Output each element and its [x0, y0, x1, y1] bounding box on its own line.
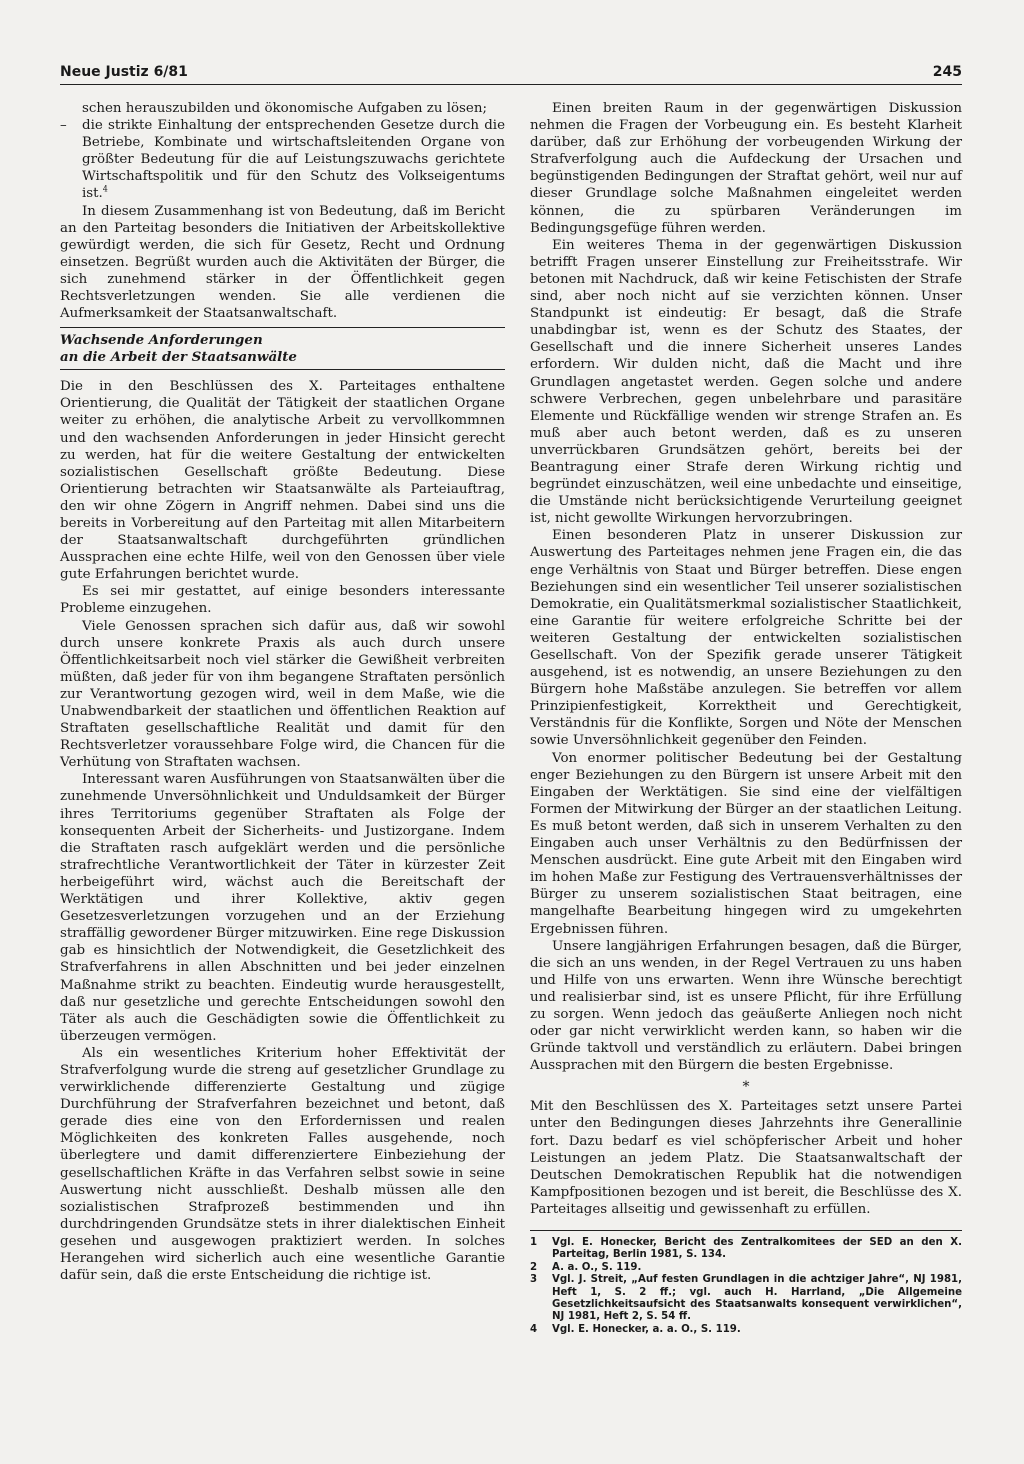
paragraph: Einen besonderen Platz in unserer Diskussion zur Auswertung des Parteitages nehmen jene Fragen ein, die das enge Verhältnis von Staat und Bürger betreffen. Diese engen Beziehungen sind ein wesentlicher Teil unserer sozialistischen Demokratie, ein Qualitätsmerkmal sozialistischer Staatlichkeit, eine Garantie für weitere erfolgreiche Schritte bei der weiteren Gestaltung der entwickelten sozialistischen Gesellschaft. Von der Spezifik gerade unserer Tätigkeit ausgehend, ist es notwendig, an unsere Beziehungen zu den Bürgern hohe Maßstäbe anzulegen. Sie betreffen vor allem Prinzipienfestigkeit, Korrektheit und Gerechtigkeit, Verständnis für die Konflikte, Sorgen und Nöte der Menschen sowie Unversöhnlichkeit gegenüber den Feinden.: [530, 528, 962, 749]
section-heading: [60, 327, 505, 370]
footnote-text: Vgl. E. Honecker, a. a. O., S. 119.: [552, 1323, 741, 1335]
paragraph: Einen breiten Raum in der gegenwärtigen Diskussion nehmen die Fragen der Vorbeugung ein. Es besteht Klarheit darüber, daß zur Erhöhung der vorbeugenden Wirkung der Strafverfolgung auch die Aufdeckung der Ursachen und begünstigenden Bedingungen der Straftat gehört, weil nur auf dieser Grundlage solche Maßnahmen eingeleitet werden können, die zu spürbaren Veränderungen im Bedingungsgefüge führen werden.: [530, 101, 962, 236]
paragraph: Ein weiteres Thema in der gegenwärtigen Diskussion betrifft Fragen unserer Einstellung zur Freiheitsstrafe. Wir betonen mit Nachdruck, daß wir keine Fetischisten der Strafe sind, aber noch nicht auf sie verzichten können. Unser Standpunkt ist eindeutig: Er besagt, daß die Strafe unabdingbar ist, wenn es der Schutz des Staates, der Gesellschaft und die innere Sicherheit unseres Landes erfordern. Wir dulden nicht, daß die Macht und ihre Grundlagen angetastet werden. Gegen solche und andere schwere Verbrechen, gegen unbelehrbare und parasitäre Elemente und Rückfällige wenden wir strenge Strafen an. Es muß aber auch betont werden, daß es zu unseren unverrückbaren Grundsätzen gehört, bereits bei der Beantragung einer Strafe deren Wirkung richtig und begründet einzuschätzen, weil eine unbedachte und einseitige, die Umstände nicht berücksichtigende Verurteilung geeignet ist, nicht gewollte Wirkungen hervorzubringen.: [530, 237, 962, 527]
footnote-number: 4: [530, 1323, 538, 1335]
paragraph: Mit den Beschlüssen des X. Parteitages setzt unsere Partei unter den Bedingungen dieses Jahrzehnts ihre Generallinie fort. Dazu bedarf es viel schöpferischer Arbeit und hoher Leistungen an jedem Platz. Die Staatsanwaltschaft der Deutschen Demokratischen Republik hat die notwendigen Kampfpositionen bezogen und ist bereit, die Beschlüsse des X. Parteitages allseitig und gewissenhaft zu erfüllen.: [530, 1099, 962, 1217]
paragraph: Viele Genossen sprachen sich dafür aus, daß wir sowohl durch unsere konkrete Praxis als auch durch unsere Öffentlichkeitsarbeit noch viel stärker die Gewißheit verbreiten müßten, daß jeder für von ihm begangene Straftaten persönlich zur Verantwortung gezogen wird, weil in dem Maße, wie die Unabwendbarkeit der staatlichen und öffentlichen Reaktion auf Straftaten gesellschaftliche Realität und damit für den Rechtsverletzer voraussehbare Folge wird, die Chancen für die Verhütung von Straftaten wachsen.: [60, 618, 505, 771]
footnote: [530, 1274, 962, 1324]
paragraph: Interessant waren Ausführungen von Staatsanwälten über die zunehmende Unversöhnlichkeit und Unduldsamkeit der Bürger ihres Territoriums gegenüber Straftaten als Folge der konsequenten Arbeit der Sicherheits- und Justizorgane. Indem die Straftaten rasch aufgeklärt werden und die persönliche strafrechtliche Verantwortlichkeit der Täter in kürzester Zeit herbeigeführt wird, wächst auch die Bereitschaft der Werktätigen und ihrer Kollektive, aktiv gegen Gesetzesverletzungen vorzugehen und an der Erziehung straffällig gewordener Bürger mitzuwirken. Eine rege Diskussion gab es hinsichtlich der Notwendigkeit, die Gesetzlichkeit des Strafverfahrens in allen Abschnitten und bei jeder einzelnen Maßnahme strikt zu beachten. Eindeutig wurde herausgestellt, daß nur gesetzliche und gerechte Entscheidungen sowohl den Täter als auch die Geschädigten sowie die Öffentlichkeit zu überzeugen vermögen.: [60, 772, 505, 1044]
footnote-number: 2: [530, 1261, 538, 1273]
running-header: [60, 64, 962, 85]
footnote-rule: [530, 1230, 962, 1231]
dash-marker: –: [60, 118, 67, 134]
paragraph: Als ein wesentliches Kriterium hoher Effektivität der Strafverfolgung wurde die streng auf gesetzlicher Grundlage zu verwirklichende differenzierte Gestaltung und zügige Durchführung der Strafverfahren bezeichnet und betont, daß gerade dies eine von den Erfordernissen und realen Möglichkeiten des konkreten Falles ausgehende, noch überlegtere und damit differenziertere Einbeziehung der gesellschaftlichen Kräfte in das Verfahren selbst sowie in seine Auswertung nicht ausschließt. Deshalb müssen alle den sozialistischen Strafprozeß bestimmenden und ihn durchdringenden Grundsätze stets in ihrer dialektischen Einheit gesehen und ausgewogen praktiziert werden. In solches Herangehen wird sicherlich auch eine wesentliche Garantie dafür sein, daß die erste Entscheidung die richtige ist.: [60, 1045, 505, 1284]
section-heading-line-1: Wachsende Anforderungen: [60, 332, 263, 349]
paragraph: Unsere langjährigen Erfahrungen besagen, daß die Bürger, die sich an uns wenden, in der Regel Vertrauen zu uns haben und Hilfe von uns erwarten. Wenn ihre Wünsche berechtigt und realisierbar sind, ist es unsere Pflicht, für ihre Erfüllung zu sorgen. Wenn jedoch das geäußerte Anliegen noch nicht oder gar nicht verwirklicht werden kann, so haben wir die Gründe taktvoll und verständlich zu erläutern. Dabei bringen Aussprachen mit den Bürgern die besten Ergebnisse.: [530, 938, 962, 1074]
footnote-number: 3: [530, 1274, 538, 1286]
paragraph: schen herauszubilden und ökonomische Aufgaben zu lösen;: [82, 101, 487, 116]
section-heading-line-2: an die Arbeit der Staatsanwälte: [60, 349, 297, 366]
journal-issue: Neue Justiz 6/81: [60, 64, 188, 80]
footnote-text: Vgl. J. Streit, „Auf festen Grundlagen in die achtziger Jahre“, NJ 1981, Heft 1, S. 2 ff.; vgl. auch H. Harrland, „Die Allgemeine Gesetzlichkeitsaufsicht des Staatsanwalts konsequent verwirklichen“, NJ 1981, Heft 2, S. 54 ff.: [552, 1274, 962, 1323]
footnote: [530, 1262, 962, 1274]
footnote-number: 1: [530, 1237, 538, 1248]
dash-item-text: die strikte Einhaltung der entsprechenden Gesetze durch die Betriebe, Kombinate und wirtschaftsleitenden Organe von größter Bedeutung für die auf Leistungszuwachs gerichtete Wirtschaftspolitik und für den Schutz des Volkseigentums ist.: [82, 118, 505, 202]
section-separator: *: [742, 1079, 750, 1096]
footnote-text: A. a. O., S. 119.: [552, 1261, 642, 1273]
footnote-text: Vgl. E. Honecker, Bericht des Zentralkomitees der SED an den X. Parteitag, Berlin 1981, S. 134.: [552, 1237, 962, 1261]
paragraph: Es sei mir gestattet, auf einige besonders interessante Probleme einzugehen.: [60, 584, 505, 617]
paragraph: Die in den Beschlüssen des X. Parteitages enthaltene Orientierung, die Qualität der Tätigkeit der staatlichen Organe weiter zu erhöhen, die analytische Arbeit zu vervollkommnen und den wachsenden Anforderungen in jeder Hinsicht gerecht zu werden, hat für die weitere Gestaltung der entwickelten sozialistischen Gesellschaft größte Bedeutung. Diese Orientierung betrachten wir Staatsanwälte als Parteiauftrag, den wir ohne Zögern in Angriff nehmen. Dabei sind uns die bereits in Vorbereitung auf den Parteitag mit allen Mitarbeitern der Staatsanwaltschaft durchgeführten gründlichen Aussprachen eine echte Hilfe, weil von den Genossen über viele gute Erfahrungen berichtet wurde.: [60, 379, 505, 583]
left-column: [60, 100, 505, 1284]
footnote: [530, 1324, 962, 1336]
page-number: 245: [932, 64, 962, 80]
footnote-ref: 4: [102, 185, 108, 194]
paragraph: In diesem Zusammenhang ist von Bedeutung, daß im Bericht an den Parteitag besonders die Initiativen der Arbeitskollektive gewürdigt werden, die sich für Gesetz, Recht und Ordnung einsetzen. Begrüßt wurden auch die Aktivitäten der Bürger, die sich zunehmend stärker in der Öffentlichkeit gegen Rechtsverletzungen wenden. Sie alle verdienen die Aufmerksamkeit der Staatsanwaltschaft.: [60, 203, 505, 322]
footnote: [530, 1237, 962, 1262]
right-column: [530, 100, 962, 1336]
dash-list-item: [60, 117, 505, 202]
paragraph: Von enormer politischer Bedeutung bei der Gestaltung enger Beziehungen zu den Bürgern ist unsere Arbeit mit den Eingaben der Werktätigen. Sie sind eine der vielfältigen Formen der Mitwirkung der Bürger an der staatlichen Leitung. Es muß betont werden, daß sich in unserem Verhalten zu den Eingaben auch unser Verhältnis zu den Bedürfnissen der Menschen ausdrückt. Eine gute Arbeit mit den Eingaben wird im hohen Maße zur Festigung des Vertrauensverhältnisses der Bürger zu unserem sozialistischen Staat beitragen, eine mangelhafte Bearbeitung hingegen wird zu umgekehrten Ergebnissen führen.: [530, 750, 962, 937]
